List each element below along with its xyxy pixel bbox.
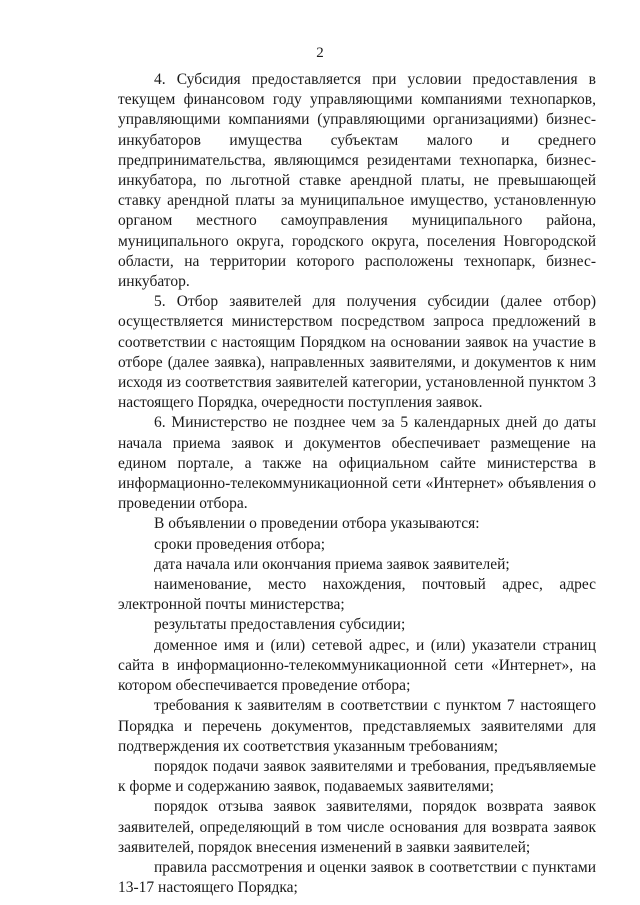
list-item-domain-name: доменное имя и (или) сетевой адрес, и (или) указатели страниц сайта в информационно-телекоммуникационной сети «Интернет», на котором обеспечивается проведение отбора; — [118, 636, 596, 695]
list-item-start-end-date: дата начала или окончания приема заявок заявителей; — [154, 555, 510, 573]
paragraph-4-subsidy-condition: 4. Субсидия предоставляется при условии предоставления в текущем финансовом году управляющими компаниями технопарков, управляющими компаниями (управляющими организациями) бизнес-инкубаторов имущества субъектам малого и среднего предпринимательства, являющимся резидентами технопарка, бизнес-инкубатора, по льготной ставке арендной платы, не превышающей ставку арендной платы за муниципальное имущество, установленную органом местного самоуправления муниципального района, муниципального округа, городского округа, поселения Новгородской области, на территории которого расположены технопарк, бизнес-инкубатор. — [118, 71, 596, 291]
list-item-results: результаты предоставления субсидии; — [154, 616, 406, 634]
list-item-submission-procedure: порядок подачи заявок заявителями и требования, предъявляемые к форме и содержанию заявок, подаваемых заявителями; — [118, 757, 596, 796]
list-item-requirements: требования к заявителям в соответствии с пунктом 7 настоящего Порядка и перечень документов, представляемых заявителями для подтверждения их соответствия указанным требованиям; — [118, 697, 596, 755]
list-item-withdrawal-procedure: порядок отзыва заявок заявителями, порядок возврата заявок заявителей, определяющий в том числе основания для возврата заявок заявителей, порядок внесения изменений в заявки заявителей; — [118, 798, 596, 856]
document-body — [118, 70, 596, 898]
paragraph-6-announcement: 6. Министерство не позднее чем за 5 календарных дней до даты начала приема заявок и документов обеспечивает размещение на едином портале, а также на официальном сайте министерства в информационно-телекоммуникационной сети «Интернет» объявления о проведении отбора. — [118, 414, 596, 513]
list-item-deadlines: сроки проведения отбора; — [154, 535, 326, 553]
list-item-review-rules: правила рассмотрения и оценки заявок в соответствии с пунктами 13-17 настоящего Порядка; — [118, 858, 596, 897]
announcement-intro: В объявлении о проведении отбора указываются: — [154, 515, 480, 533]
paragraph-5-selection: 5. Отбор заявителей для получения субсидии (далее отбор) осуществляется министерством посредством запроса предложений в соответствии с настоящим Порядком на основании заявок на участие в отборе (далее заявка), направленных заявителями, и документов к ним исходя из соответствия заявителей категории, установленной пунктом 3 настоящего Порядка, очередности поступления заявок. — [118, 293, 596, 412]
list-item-ministry-contacts: наименование, место нахождения, почтовый адрес, адрес электронной почты министерства; — [118, 576, 596, 614]
page-number: 2 — [316, 45, 324, 61]
